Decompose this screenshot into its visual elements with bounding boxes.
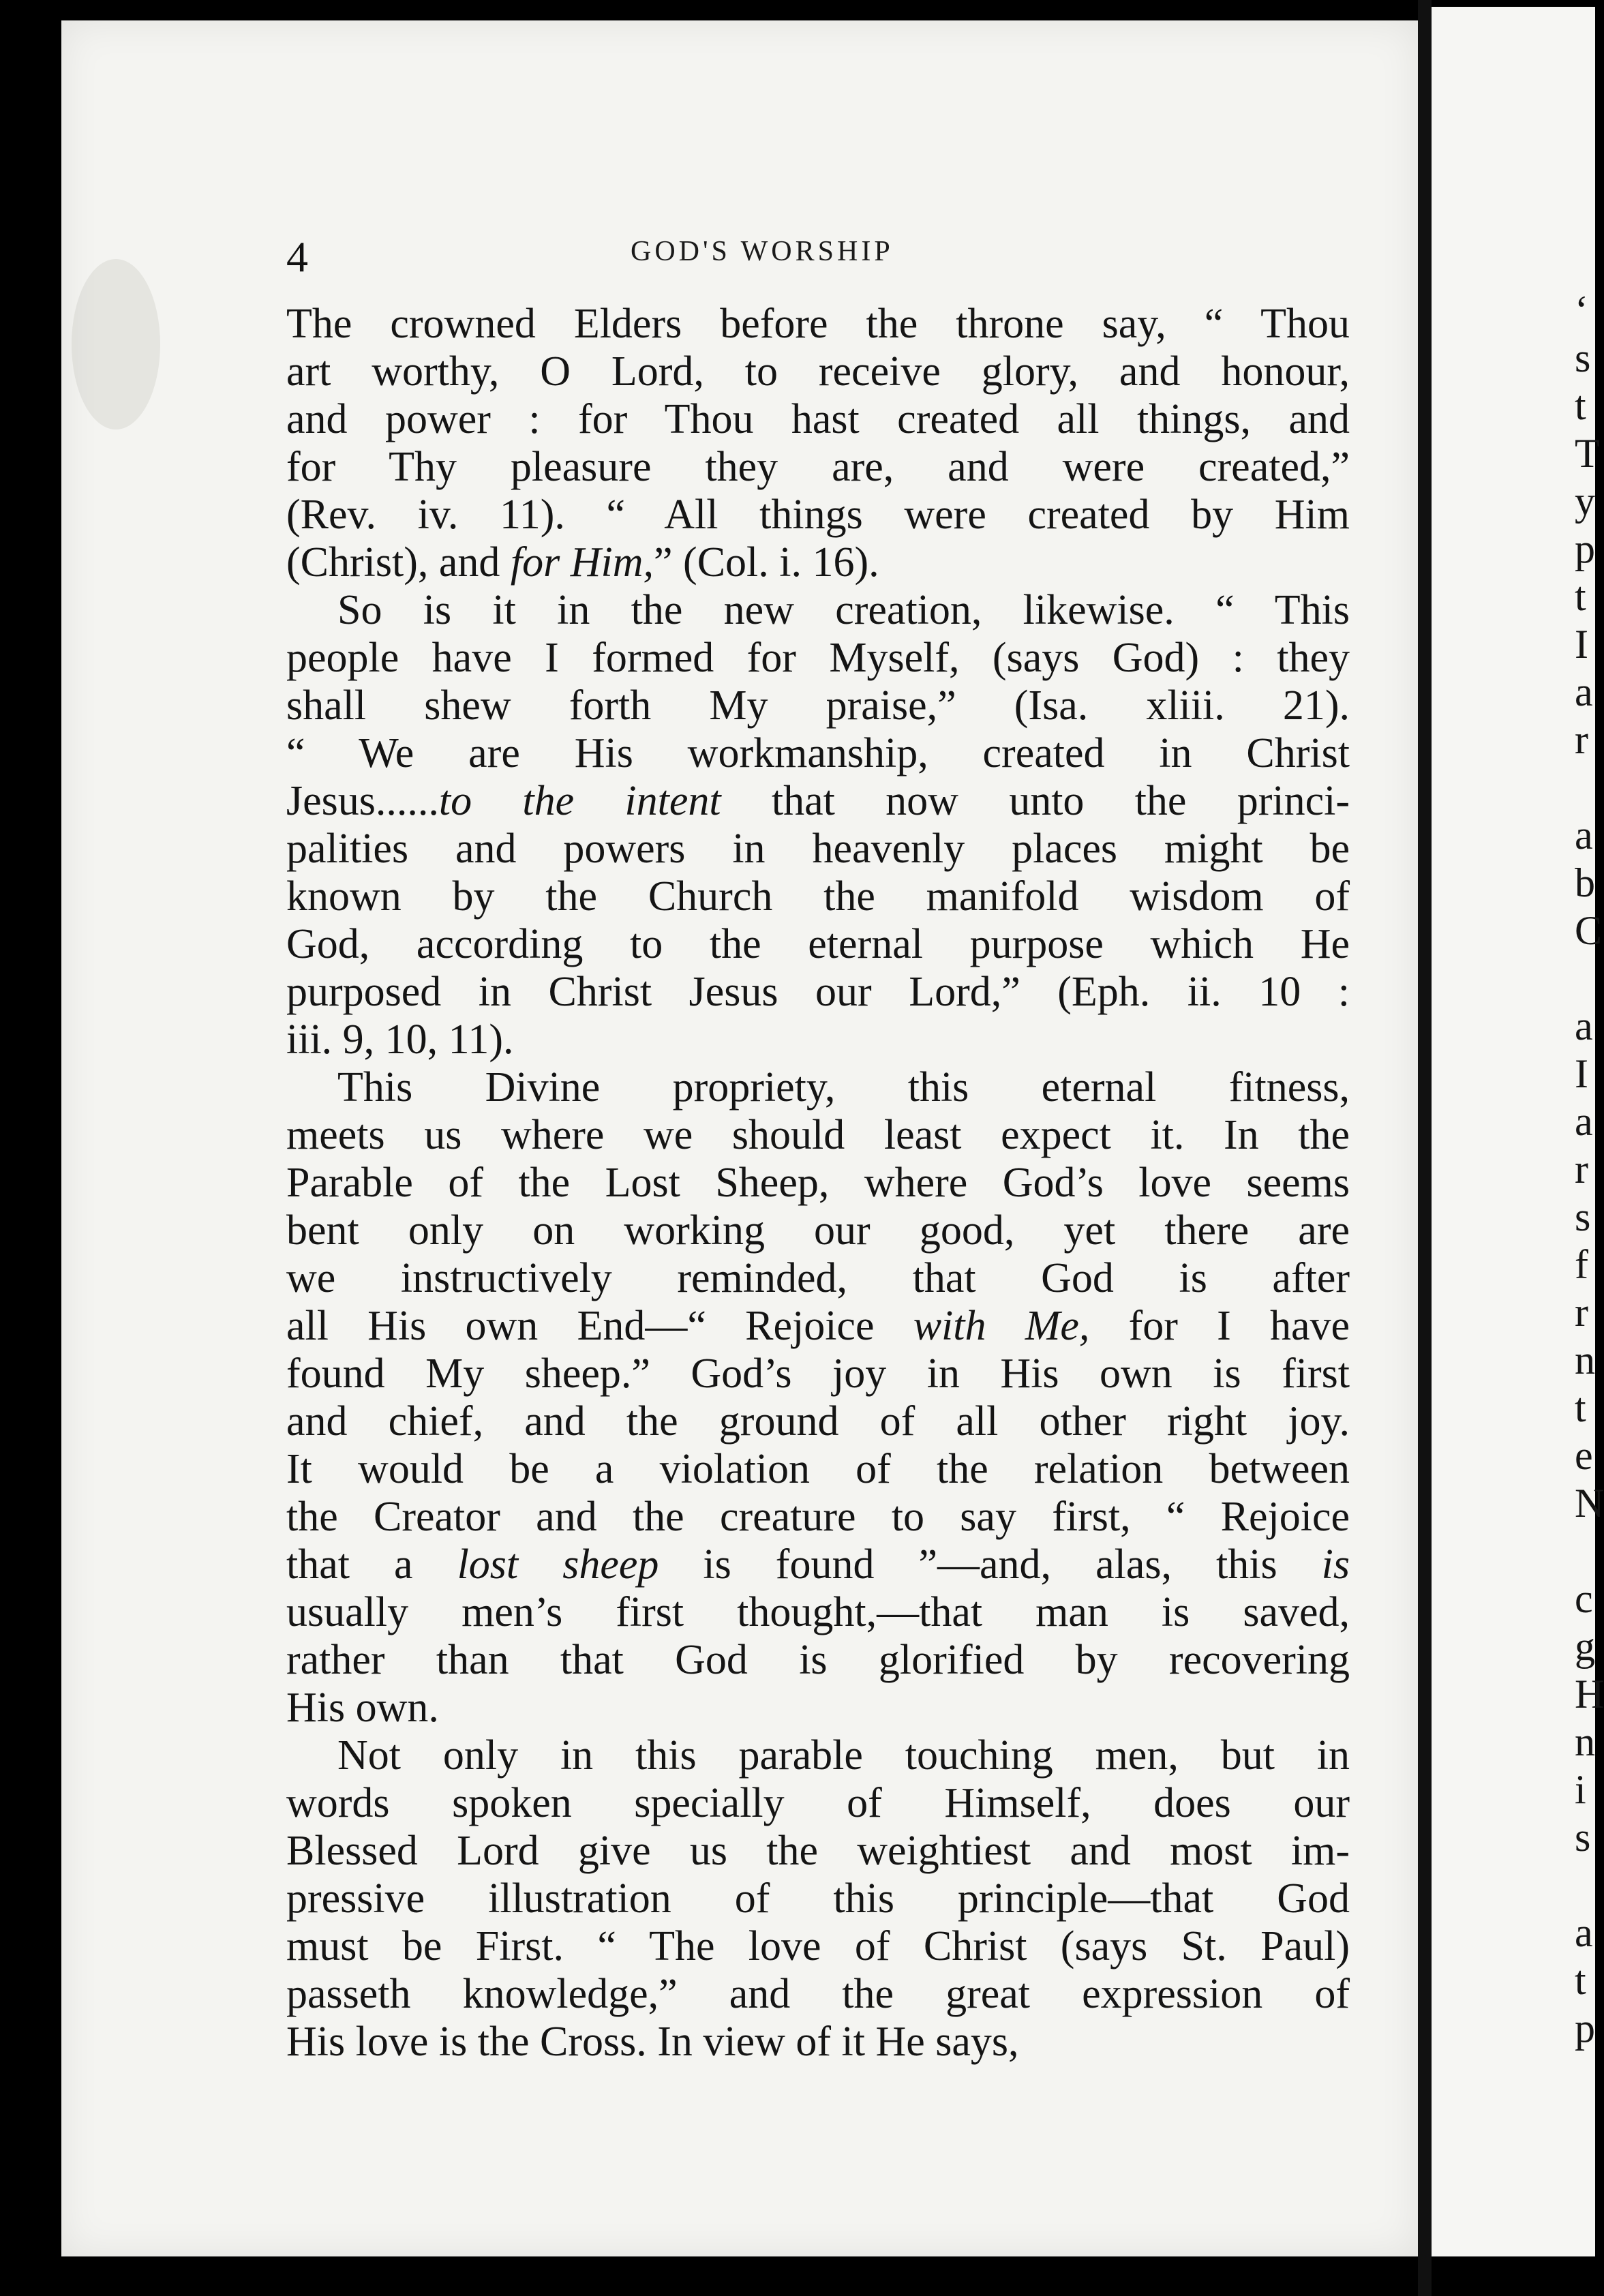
edge-letter: s: [1575, 335, 1591, 380]
edge-letter: f: [1575, 1242, 1588, 1287]
text-line: [286, 1970, 1350, 2018]
text-run: the Creator and the creature to say first, “ Rejoice: [286, 1494, 1350, 1540]
text-run: It would be a violation of the relation between: [286, 1446, 1350, 1492]
text-run: God, according to the eternal purpose which He: [286, 921, 1350, 967]
edge-letter: i: [1575, 1767, 1586, 1812]
text-run: (Christ), and: [286, 539, 511, 586]
edge-letter: p: [1575, 2006, 1595, 2051]
edge-letter: t: [1575, 1385, 1586, 1430]
text-line: [286, 1827, 1350, 1875]
text-line: [286, 1350, 1350, 1398]
text-line: [286, 1588, 1350, 1636]
text-run: is found ”—and, alas, this: [659, 1541, 1322, 1588]
text-run: iii. 9, 10, 11).: [286, 1016, 514, 1063]
text-line: [286, 1254, 1350, 1302]
edge-letter: s: [1575, 1815, 1591, 1860]
text-run: Not only in this parable touching men, but in: [337, 1732, 1350, 1779]
edge-letter: b: [1575, 860, 1595, 905]
edge-letter: c: [1575, 1576, 1593, 1621]
text-line: [286, 873, 1350, 920]
text-run: for Thy pleasure they are, and were created,”: [286, 444, 1350, 490]
text-run: Blessed Lord give us the weightiest and most im-: [286, 1828, 1350, 1874]
text-run: that a: [286, 1541, 457, 1588]
text-line: [286, 1063, 1350, 1111]
edge-letter: p: [1575, 526, 1595, 571]
paragraph: [286, 1063, 1350, 1732]
edge-letter: a: [1575, 1003, 1593, 1048]
text-run: and power : for Thou hast created all things, and: [286, 396, 1350, 442]
paper-stain: [72, 259, 160, 429]
italic-text: with Me,: [913, 1303, 1090, 1349]
text-line: [286, 777, 1350, 825]
text-run: passeth knowledge,” and the great expression of: [286, 1971, 1350, 2017]
edge-letter: [1575, 1527, 1595, 1575]
text-line: [286, 920, 1350, 968]
text-run: found My sheep.” God’s joy in His own is first: [286, 1350, 1350, 1397]
text-line: [286, 682, 1350, 729]
text-run: So is it in the new creation, likewise. “ This: [337, 587, 1350, 633]
edge-letter: N: [1575, 1481, 1604, 1526]
text-line: [286, 634, 1350, 682]
italic-text: lost sheep: [457, 1541, 659, 1588]
paragraph: [286, 586, 1350, 1063]
edge-letter: r: [1575, 1290, 1588, 1335]
text-run: all His own End—“ Rejoice: [286, 1303, 913, 1349]
text-line: [286, 1922, 1350, 1970]
edge-letter: s: [1575, 1194, 1591, 1239]
text-line: [286, 1159, 1350, 1207]
edge-letter: H: [1575, 1672, 1604, 1717]
text-run: art worthy, O Lord, to receive glory, and honour,: [286, 348, 1350, 395]
text-line: [286, 395, 1350, 443]
text-line: [286, 1732, 1350, 1779]
text-line: [286, 1875, 1350, 1922]
text-run: for I have: [1089, 1303, 1350, 1349]
text-run: rather than that God is glorified by recovering: [286, 1637, 1350, 1683]
edge-letter: a: [1575, 1910, 1593, 1955]
paragraph: [286, 1732, 1350, 2066]
text-line: [286, 348, 1350, 395]
text-line: [286, 1493, 1350, 1541]
text-line: [286, 968, 1350, 1016]
text-run: pressive illustration of this principle—that God: [286, 1875, 1350, 1922]
text-line: [286, 1016, 1350, 1063]
page-header: [286, 222, 1350, 297]
text-run: purposed in Christ Jesus our Lord,” (Eph. ii. 10 :: [286, 969, 1350, 1015]
edge-letter: n: [1575, 1719, 1595, 1764]
edge-letter: r: [1575, 717, 1588, 762]
text-run: and chief, and the ground of all other right joy.: [286, 1398, 1350, 1445]
edge-letter: [1575, 1861, 1595, 1909]
text-line: [286, 1684, 1350, 1732]
running-title: GOD'S WORSHIP: [631, 236, 894, 267]
page-number: 4: [286, 232, 308, 281]
edge-letter: C: [1575, 908, 1603, 953]
edge-letter: t: [1575, 574, 1586, 619]
text-run: Jesus......: [286, 778, 439, 824]
edge-letter: T: [1575, 431, 1600, 476]
text-run: that now unto the princi-: [721, 778, 1350, 824]
text-line: [286, 300, 1350, 348]
text-run: “ We are His workmanship, created in Christ: [286, 730, 1350, 776]
text-line: [286, 1398, 1350, 1445]
edge-letter: I: [1575, 622, 1588, 667]
body-text: [286, 300, 1350, 2066]
edge-letter: n: [1575, 1338, 1595, 1383]
edge-letter: a: [1575, 813, 1593, 858]
text-line: [286, 491, 1350, 539]
edge-letter: e: [1575, 1433, 1593, 1478]
facing-page-edge-text: [1575, 286, 1604, 2052]
text-line: [286, 1302, 1350, 1350]
text-run: The crowned Elders before the throne say, “ Thou: [286, 301, 1350, 347]
text-line: [286, 729, 1350, 777]
text-run: His love is the Cross. In view of it He says,: [286, 2019, 1019, 2065]
text-run: Parable of the Lost Sheep, where God’s love seems: [286, 1160, 1350, 1206]
edge-letter: y: [1575, 479, 1595, 524]
paragraph: [286, 300, 1350, 586]
text-run: we instructively reminded, that God is after: [286, 1255, 1350, 1301]
text-line: [286, 1207, 1350, 1254]
edge-letter: I: [1575, 1051, 1588, 1096]
edge-letter: a: [1575, 1099, 1593, 1144]
text-run: shall shew forth My praise,” (Isa. xliii. 21).: [286, 682, 1350, 729]
text-run: must be First. “ The love of Christ (says St. Paul): [286, 1923, 1350, 1969]
edge-letter: r: [1575, 1147, 1588, 1192]
edge-letter: [1575, 954, 1595, 1002]
text-line: [286, 1445, 1350, 1493]
text-run: meets us where we should least expect it. In the: [286, 1112, 1350, 1158]
text-run: This Divine propriety, this eternal fitness,: [337, 1064, 1350, 1111]
edge-letter: g: [1575, 1624, 1595, 1669]
text-run: usually men’s first thought,—that man is saved,: [286, 1589, 1350, 1635]
text-line: [286, 1541, 1350, 1588]
edge-letter: ‘: [1575, 288, 1588, 333]
text-line: [286, 825, 1350, 873]
edge-letter: [1575, 764, 1595, 811]
text-run: (Rev. iv. 11). “ All things were created by Him: [286, 492, 1350, 538]
text-run: known by the Church the manifold wisdom of: [286, 873, 1350, 920]
text-line: [286, 2018, 1350, 2066]
text-run: His own.: [286, 1685, 439, 1731]
italic-text: is: [1321, 1541, 1350, 1588]
text-run: words spoken specially of Himself, does our: [286, 1780, 1350, 1826]
edge-letter: t: [1575, 383, 1586, 428]
italic-text: for Him,: [510, 539, 654, 586]
text-run: palities and powers in heavenly places might be: [286, 826, 1350, 872]
text-line: [286, 1779, 1350, 1827]
facing-page: [1432, 7, 1604, 2256]
text-line: [286, 539, 1350, 586]
text-run: people have I formed for Myself, (says God) : they: [286, 635, 1350, 681]
text-line: [286, 443, 1350, 491]
italic-text: to the intent: [438, 778, 721, 824]
text-line: [286, 1111, 1350, 1159]
text-line: [286, 586, 1350, 634]
text-run: ” (Col. i. 16).: [654, 539, 879, 586]
page-gutter: [1418, 0, 1432, 2296]
text-line: [286, 1636, 1350, 1684]
edge-letter: a: [1575, 669, 1593, 714]
text-run: bent only on working our good, yet there are: [286, 1207, 1350, 1254]
edge-letter: t: [1575, 1958, 1586, 2003]
